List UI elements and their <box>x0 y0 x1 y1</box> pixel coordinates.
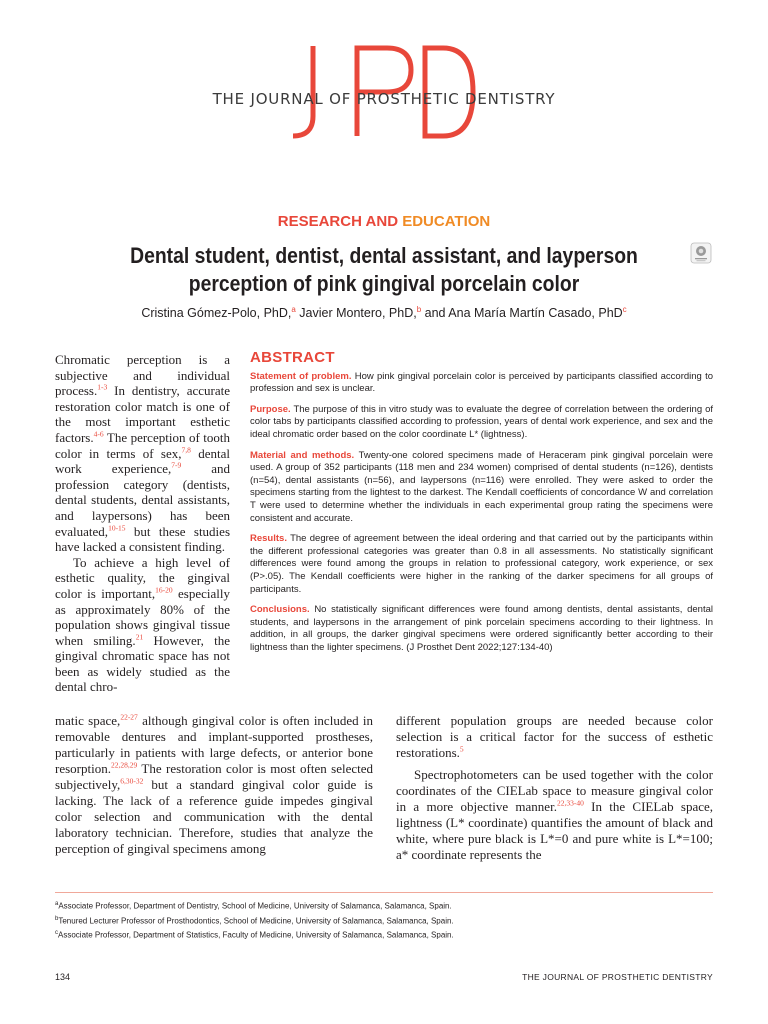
footnote-text: Associate Professor, Department of Statistics, Faculty of Medicine, University of Salamanca, Salamanca, Spain. <box>58 930 454 940</box>
body-text: dental work experience, <box>55 445 231 477</box>
footnote-mark: a <box>55 901 59 907</box>
author-name: and Ana María Martín Casado, PhD <box>421 306 623 321</box>
body-paragraph <box>396 713 713 761</box>
journal-masthead <box>0 40 768 150</box>
body-text: Spectrophotometers can be used together with the color coordinates of the CIELab space to measure gingival color in a more objective manner. <box>396 767 713 814</box>
section-label-part1: RESEARCH AND <box>277 213 403 230</box>
body-text: matic space, <box>55 713 121 728</box>
affiliation-mark[interactable]: a <box>291 305 296 314</box>
running-head: THE JOURNAL OF PROSTHETIC DENTISTRY <box>522 972 713 982</box>
body-paragraph <box>55 713 373 857</box>
body-text: Chromatic perception is a subjective and individual process. <box>55 352 230 399</box>
body-text: and profession category (dentists, dental students, dental assistants, and laypersons) has been evaluated, <box>55 461 230 539</box>
footnote <box>55 913 713 928</box>
body-text: In the CIELab space, lightness (L* coordinate) quantifies the amount of black and white, where pure black is L*=0 and pure white is L*=100; a* coordinate represents the <box>396 799 713 862</box>
abstract-section <box>250 533 713 596</box>
affiliation-mark[interactable]: b <box>416 305 422 314</box>
body-paragraph <box>396 767 713 863</box>
author-name: Javier Montero, PhD, <box>295 306 417 321</box>
footnote-mark: c <box>55 930 58 937</box>
section-label-part2: EDUCATION <box>402 213 491 230</box>
citation-ref[interactable]: 10-15 <box>108 523 126 533</box>
citation-ref[interactable]: 22-27 <box>120 712 138 722</box>
abstract-label: Purpose. <box>250 403 291 415</box>
citation-ref[interactable]: 21 <box>135 632 144 642</box>
citation-ref[interactable]: 1-3 <box>97 382 108 392</box>
author-list <box>0 305 768 320</box>
section-label <box>0 213 768 230</box>
citation-ref[interactable]: 5 <box>459 744 464 754</box>
body-column-right <box>396 713 713 863</box>
footnote <box>55 898 713 913</box>
body-column-left <box>55 713 373 857</box>
citation-ref[interactable]: 22,33-40 <box>556 798 584 808</box>
body-text: especially as approximately 80% of the population shows gingival tissue when smiling. <box>55 585 230 648</box>
abstract-section <box>250 404 713 442</box>
intro-paragraph <box>55 555 230 695</box>
body-text: In dentistry, accurate restoration color match is one of the most important esthetic factors. <box>55 383 230 445</box>
check-for-updates-icon[interactable] <box>690 242 712 264</box>
intro-column-left <box>55 352 230 695</box>
abstract-section <box>250 450 713 526</box>
body-text: but a standard gingival color guide is lacking. The lack of a reference guide impedes gingival color selection and communication with the dental laboratory technician. Therefore, studies that analyze the perception of gingival specimens among <box>55 777 373 856</box>
abstract-text: How pink gingival porcelain color is perceived by participants classified according to profession and sex is unclear. <box>250 370 713 395</box>
journal-name: THE JOURNAL OF PROSTHETIC DENTISTRY <box>212 90 556 108</box>
abstract-block <box>250 349 713 662</box>
body-text: different population groups are needed because color selection is a critical factor for the success of esthetic restorations. <box>396 713 713 760</box>
body-text: although gingival color is often included in removable dentures and implant-supported prostheses, particularly in patients with large defects, or anterior bone resorption. <box>55 713 373 776</box>
footnote-text: Associate Professor, Department of Dentistry, School of Medicine, University of Salamanca, Salamanca, Spain. <box>58 901 452 911</box>
intro-paragraph <box>55 352 230 555</box>
citation-ref[interactable]: 16-20 <box>155 585 173 595</box>
page-number: 134 <box>55 972 71 982</box>
citation-ref[interactable]: 4-6 <box>93 429 104 439</box>
citation-ref[interactable]: 6,30-32 <box>120 776 144 786</box>
abstract-label: Statement of problem. <box>250 370 352 382</box>
abstract-label: Material and methods. <box>250 449 355 461</box>
abstract-section <box>250 604 713 654</box>
footnote-text: Tenured Lecturer Professor of Prosthodontics, School of Medicine, University of Salamanca, Salamanca, Spain. <box>58 916 454 926</box>
abstract-label: Results. <box>250 533 287 545</box>
body-text: but these studies have lacked a consistent finding. <box>55 523 230 555</box>
citation-ref[interactable]: 7,8 <box>181 445 191 455</box>
abstract-label: Conclusions. <box>250 604 310 616</box>
citation-ref[interactable]: 7-9 <box>171 460 182 470</box>
body-text: The restoration color is most often selected subjectively, <box>55 761 373 792</box>
footnote-mark: b <box>55 915 59 922</box>
affiliation-footnotes <box>55 898 713 942</box>
abstract-text: Twenty-one colored specimens made of Heraceram pink gingival porcelain were used. A group of 352 participants (118 men and 234 women) comprised of dental students (n=126), dentists (n=54), dental assistants (n=56), and laypersons (n=116) were enrolled. They were asked to order the specimens starting from the lightest to the darkest. The Kendall coefficients of concordance W and correlation T were used to determine whether the individuals in each experimental group rating the specimens were consistent and accurate. <box>250 449 713 524</box>
body-text: However, the gingival chromatic space has not been as widely studied as the dental chro- <box>55 632 230 695</box>
abstract-text: No statistically significant differences were found among dentists, dental assistants, dental students, and laypersons in the arrangement of pink porcelain specimens according to their lightness. In addition, in all groups, the darker gingival specimens were ordered significantly better according to their lightness than the lighter specimens. (J Prosthet Dent 2022;127:134-40) <box>250 604 713 653</box>
abstract-text: The purpose of this in vitro study was to evaluate the degree of correlation between the ordering of color tabs by participants classified according to profession, years of dental work experience, and sex and the ideal chromatic order based on the color coordinate L* (lightness). <box>250 403 713 440</box>
body-text: To achieve a high level of esthetic quality, the gingival color is important, <box>55 554 230 601</box>
abstract-section <box>250 371 713 396</box>
footnote <box>55 927 713 942</box>
abstract-text: The degree of agreement between the ideal ordering and that carried out by the participants within the different professional categories was greater than 0.8 in all assessments. No statistically significant differences were found among the groups in relation to professional category, work experience, or sex (P>.05). The Kendall coefficients were higher in the ranking of the darker specimens for all groups of participants. <box>250 533 713 595</box>
body-text: The perception of tooth color in terms of sex, <box>55 429 230 461</box>
author-name: Cristina Gómez-Polo, PhD, <box>141 306 292 321</box>
affiliation-mark[interactable]: c <box>622 305 627 314</box>
article-title: Dental student, dentist, dental assistant, and layperson perception of pink gingival porcelain color <box>130 243 638 296</box>
abstract-heading: ABSTRACT <box>250 349 335 366</box>
footnote-divider <box>55 892 713 893</box>
citation-ref[interactable]: 22,28,29 <box>110 760 138 770</box>
